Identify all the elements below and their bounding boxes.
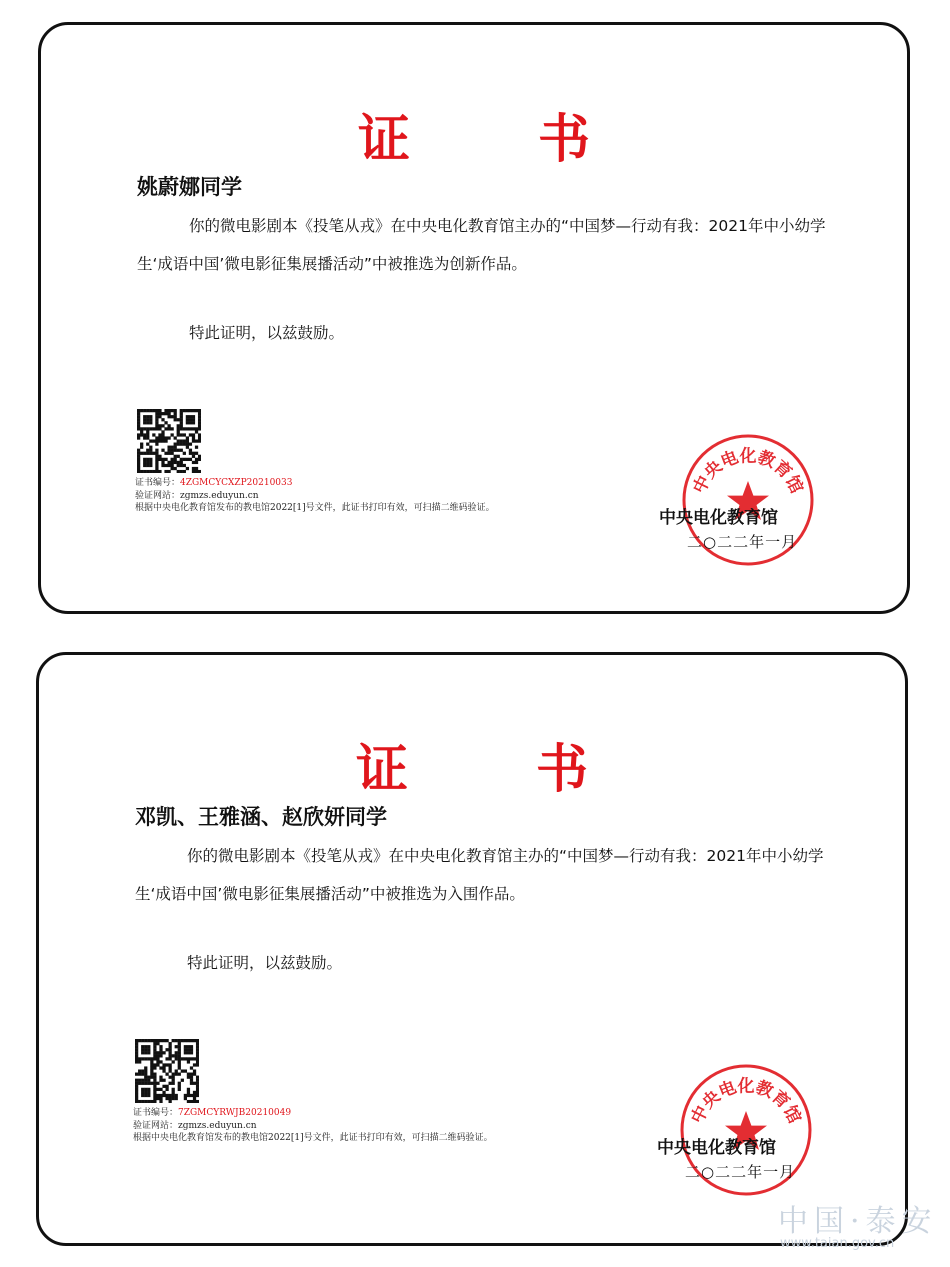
certificate-meta: [133, 1107, 493, 1145]
recipient-name: 姚蔚娜同学: [137, 175, 242, 199]
cert-number: 4ZGMCYCXZP20210033: [180, 478, 293, 488]
issue-date: 二○二二年一月: [685, 1163, 796, 1181]
verify-site-label: 验证网站：: [135, 490, 181, 501]
watermark-url: www.taian.gov.cn: [780, 1236, 895, 1251]
verify-site-link[interactable]: zgmzs.eduyun.cn: [178, 1120, 257, 1131]
cert-number: 7ZGMCYRWJB20210049: [178, 1108, 292, 1118]
seal-text: 中央电化教育馆: [689, 446, 807, 497]
certificate-body: 你的微电影剧本《投笔从戎》在中央电化教育馆主办的“中国梦—行动有我：2021年中小幼学生‘成语中国’微电影征集展播活动”中被推选为创新作品。: [137, 217, 826, 273]
verify-site-link[interactable]: zgmzs.eduyun.cn: [180, 490, 259, 501]
issuer-name: 中央电化教育馆: [659, 508, 778, 528]
certificate-title: 证 书: [357, 110, 628, 170]
verify-site-label: 验证网站：: [133, 1120, 179, 1131]
watermark-logo: 中国·泰安: [778, 1204, 938, 1239]
certificate-closing: 特此证明，以兹鼓励。: [187, 954, 343, 972]
certificate-meta: [135, 477, 495, 515]
verification-note: 根据中央电化教育馆发布的教电馆2022[1]号文件，此证书打印有效，可扫描二维码验证。: [135, 503, 495, 513]
recipient-name: 邓凯、王雅涵、赵欣妍同学: [135, 805, 387, 829]
certificate-card: [38, 22, 910, 614]
certificate-body: 你的微电影剧本《投笔从戎》在中央电化教育馆主办的“中国梦—行动有我：2021年中小幼学生‘成语中国’微电影征集展播活动”中被推选为入围作品。: [135, 847, 824, 903]
cert-number-label: 证书编号：: [135, 478, 181, 488]
issue-date: 二○二二年一月: [687, 533, 798, 551]
cert-number-label: 证书编号：: [133, 1108, 179, 1118]
seal-text: 中央电化教育馆: [687, 1076, 805, 1127]
certificate-title: 证 书: [355, 740, 626, 800]
certificate-closing: 特此证明，以兹鼓励。: [189, 324, 345, 342]
verification-note: 根据中央电化教育馆发布的教电馆2022[1]号文件，此证书打印有效，可扫描二维码验证。: [133, 1133, 493, 1143]
qr-code-icon[interactable]: [135, 1039, 199, 1103]
qr-code-icon[interactable]: [137, 409, 201, 473]
certificate-card: [36, 652, 908, 1246]
issuer-name: 中央电化教育馆: [657, 1138, 776, 1158]
